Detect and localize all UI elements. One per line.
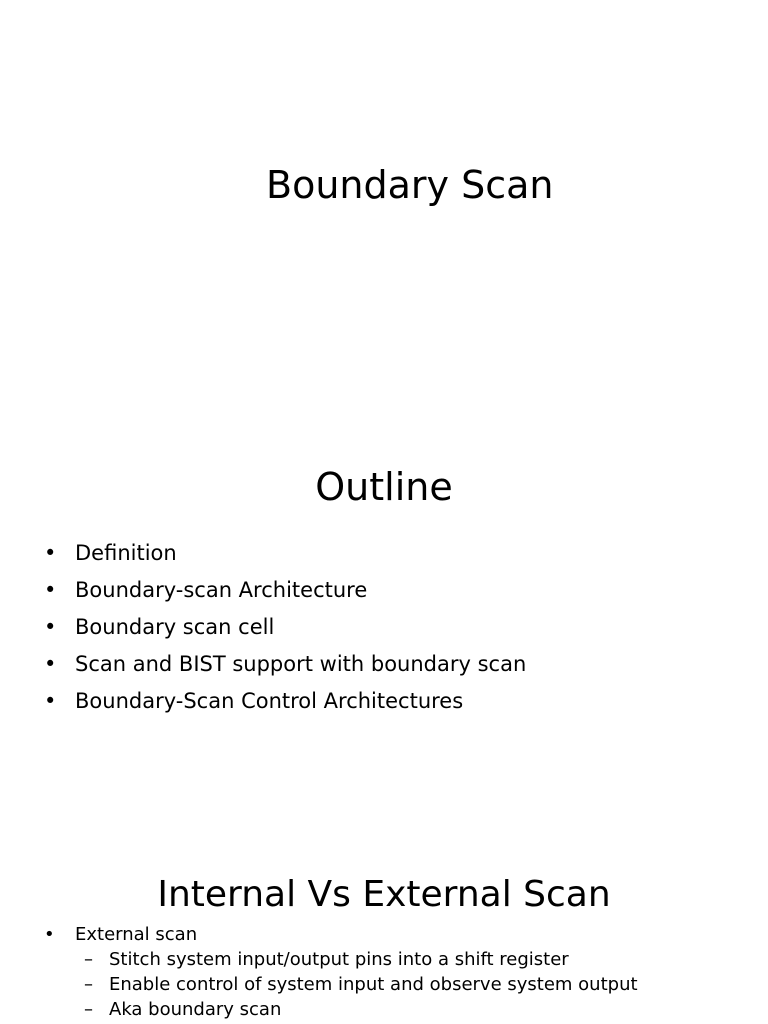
list-item	[44, 613, 526, 650]
page-title-boundary-scan: Boundary Scan	[266, 163, 554, 207]
sub-list-item	[84, 949, 638, 974]
sub-list-item-text: Stitch system input/output pins into a shift register	[109, 949, 569, 970]
list-item	[44, 576, 526, 613]
list-item-text: Boundary-scan Architecture	[75, 578, 368, 602]
list-item	[44, 687, 526, 724]
section-title-internal-vs-external: Internal Vs External Scan	[157, 874, 611, 915]
external-scan-list	[44, 924, 638, 1024]
bullet-icon: •	[44, 615, 57, 639]
sub-list-item	[84, 974, 638, 999]
list-item	[44, 539, 526, 576]
dash-icon: –	[84, 999, 93, 1020]
list-item	[44, 924, 638, 949]
bullet-icon: •	[44, 652, 57, 676]
bullet-icon: •	[44, 578, 57, 602]
sub-list-item-text: Enable control of system input and observe system output	[109, 974, 638, 995]
section-title-outline: Outline	[315, 465, 453, 509]
bullet-icon: •	[44, 541, 57, 565]
outline-list	[44, 539, 526, 724]
list-item-text: Definition	[75, 541, 177, 565]
list-item-text: Boundary scan cell	[75, 615, 275, 639]
sub-list-item	[84, 999, 638, 1024]
bullet-icon: •	[44, 924, 55, 945]
list-item-text: Boundary-Scan Control Architectures	[75, 689, 464, 713]
bullet-icon: •	[44, 689, 57, 713]
sub-list-item-text: Aka boundary scan	[109, 999, 282, 1020]
dash-icon: –	[84, 949, 93, 970]
list-item-text: Scan and BIST support with boundary scan	[75, 652, 527, 676]
list-item	[44, 650, 526, 687]
dash-icon: –	[84, 974, 93, 995]
list-item-text: External scan	[75, 924, 198, 945]
